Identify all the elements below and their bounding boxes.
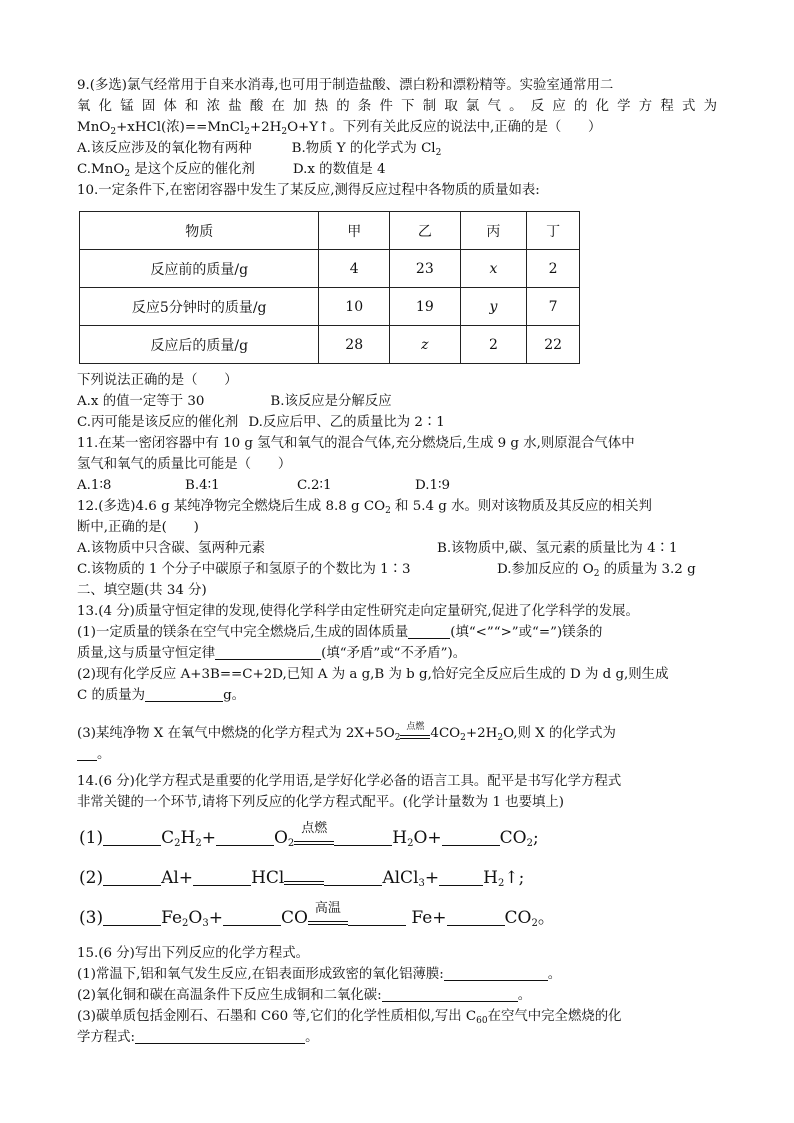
table-header-cell: 乙 [390,212,461,250]
answer-blank[interactable] [135,1029,305,1044]
q9-options-ab [77,139,441,159]
table-cell: 23 [390,250,461,288]
q14-stem-line2: 非常关键的一个环节,请将下列反应的化学方程式配平。(化学计量数为 1 也要填上) [77,795,565,810]
q13-part1-line1: (1)一定质量的镁条在空气中完全燃烧后,生成的固体质量 (填“<”“>”或“=”)镁条的 [77,625,603,640]
q13-stem: 13.(4 分)质量守恒定律的发现,使得化学科学由定性研究走向定量研究,促进了化学科学的发展。 [77,604,639,619]
q9-option-a[interactable]: A.该反应涉及的氧化物有两种 [77,141,252,156]
q9-equation-line: MnO$_2$+xHCl(浓)$==MnCl_2+2H_2O+Y↑$。下列有关此反应的说法中,正确的是（ ） [77,120,602,137]
q12-options-ab [77,539,678,559]
table-cell: 反应5分钟时的质量/g [80,288,319,326]
q11-option-b[interactable]: B.4∶1 [185,478,220,493]
q9-options-cd [77,160,386,180]
q14-equation-1: (1) $C_2H_2+ O_2$ 点燃 $H_2O+ CO_2$; [79,821,539,849]
coefficient-blank[interactable] [439,867,483,886]
coefficient-blank[interactable] [216,827,274,846]
q9-stem-line2: 氧化锰固体和浓盐酸在加热的条件下制取氯气。反应的化学方程式为 [77,99,717,114]
coefficient-blank[interactable] [334,827,392,846]
answer-blank[interactable] [382,987,518,1002]
table-row [80,288,580,326]
q10-option-d[interactable]: D.反应后甲、乙的质量比为 2∶1 [248,415,445,430]
q12-options-cd [77,560,696,580]
coefficient-blank[interactable] [223,907,281,926]
q15-stem: 15.(6 分)写出下列反应的化学方程式。 [77,946,309,961]
table-row [80,326,580,364]
q10-stem: 10.一定条件下,在密闭容器中发生了某反应,测得反应过程中各物质的质量如表: [77,183,540,198]
q14-equation-3: (3) $Fe_2O_3+$ CO 高温 $Fe+ CO_2$。 [79,901,555,929]
coefficient-blank[interactable] [348,907,406,926]
q10-option-a[interactable]: A.x 的值一定等于 30 [77,394,205,409]
table-cell: 反应后的质量/g [80,326,319,364]
q9-option-d[interactable]: D.x 的数值是 4 [292,162,386,177]
table-header-cell: 甲 [319,212,390,250]
table-cell: 22 [527,326,580,364]
q15-part3-line2: 学方程式: 。 [77,1030,319,1045]
table-cell: 2 [527,250,580,288]
reaction-condition: 高温 [308,921,348,925]
answer-blank[interactable] [215,645,321,660]
reaction-condition: 点燃 [400,735,430,739]
q15-part3-line1: (3)碳单质包括金刚石、石墨和 C60 等,它们的化学性质相似,写出 $C_{60}$在空气中完全燃烧的化 [77,1009,622,1026]
q11-stem-line2: 氢气和氧气的质量比可能是（ ） [77,457,292,472]
answer-blank[interactable] [145,687,223,702]
coefficient-blank[interactable] [103,827,161,846]
q11-option-c[interactable]: C.2∶1 [297,478,332,493]
q13-part1-line2: 质量,这与质量守恒定律 (填“矛盾”或“不矛盾”)。 [77,646,467,661]
q12-option-b[interactable]: B.该物质中,碳、氢元素的质量比为 4∶1 [437,541,678,556]
coefficient-blank[interactable] [193,867,251,886]
q9-option-c[interactable]: C.MnO$_2$ 是这个反应的催化剂 [77,162,255,179]
q11-stem-line1: 11.在某一密闭容器中有 10 g 氢气和氧气的混合气体,充分燃烧后,生成 9 g 水,则原混合气体中 [77,436,635,451]
table-cell: 2 [460,326,527,364]
q12-option-d[interactable]: D.参加反应的 $O_2$ 的质量为 3.2 g [497,562,696,579]
table-cell: 10 [319,288,390,326]
q15-part1: (1)常温下,铝和氧气发生反应,在铝表面形成致密的氧化铝薄膜: 。 [77,967,562,982]
q12-option-a[interactable]: A.该物质中只含碳、氢两种元素 [77,541,266,556]
q10-options-ab [77,392,392,412]
coefficient-blank[interactable] [103,907,161,926]
answer-blank[interactable] [408,624,450,639]
coefficient-blank[interactable] [103,867,161,886]
q13-part3-line2: 。 [77,745,110,765]
q13-part3-line1: (3)某纯净物 X 在氧气中燃烧的化学方程式为 $2X+5O_2$ 点燃 $4CO_2+2H_2O$,则 X 的化学式为 [77,722,616,743]
q14-equation-2: (2) Al+ HCl AlCl$_3$+ $H_2↑$; [79,868,525,889]
table-cell: y [460,288,527,326]
table-cell: 4 [319,250,390,288]
table-header-cell: 物质 [80,212,319,250]
coefficient-blank[interactable] [324,867,382,886]
q9-stem-line1: 9.(多选)氯气经常用于自来水消毒,也可用于制造盐酸、漂白粉和漂粉精等。实验室通常用二 [77,78,614,93]
table-cell: x [460,250,527,288]
answer-blank[interactable] [444,966,548,981]
reaction-condition: 点燃 [294,841,334,845]
coefficient-blank[interactable] [447,907,505,926]
q10-prompt: 下列说法正确的是（ ） [77,373,238,388]
table-cell: 19 [390,288,461,326]
q9-option-b[interactable]: B.物质 Y 的化学式为 $Cl_2$ [291,141,442,158]
q10-mass-table [79,211,580,364]
reaction-condition [284,881,324,885]
q10-options-cd [77,413,445,433]
q13-part2-line1: (2)现有化学反应 A+3B==C+2D,已知 A 为 a g,B 为 b g,恰好完全反应后生成的 D 为 d g,则生成 [77,667,669,682]
table-cell: 反应前的质量/g [80,250,319,288]
q11-option-d[interactable]: D.1∶9 [415,478,451,493]
table-header-cell: 丁 [527,212,580,250]
q15-part2: (2)氧化铜和碳在高温条件下反应生成铜和二氧化碳: 。 [77,988,532,1003]
table-header-row [80,212,580,250]
q12-option-c[interactable]: C.该物质的 1 个分子中碳原子和氢原子的个数比为 1∶3 [77,562,411,577]
table-row [80,250,580,288]
answer-blank[interactable] [77,746,97,761]
section-heading: 二、填空题(共 34 分) [77,583,207,598]
table-cell: 7 [527,288,580,326]
q10-option-b[interactable]: B.该反应是分解反应 [270,394,392,409]
table-cell: 28 [319,326,390,364]
q14-stem-line1: 14.(6 分)化学方程式是重要的化学用语,是学好化学必备的语言工具。配平是书写化学方程式 [77,774,622,789]
q12-stem-line1: 12.(多选)4.6 g 某纯净物完全燃烧后生成 8.8 g $CO_2$ 和 5.4 g 水。则对该物质及其反应的相关判 [77,499,652,516]
q13-part2-line2: C 的质量为 g。 [77,688,246,703]
coefficient-blank[interactable] [442,827,500,846]
q11-options [77,476,450,496]
table-header-cell: 丙 [460,212,527,250]
q12-stem-line2: 断中,正确的是( ) [77,520,199,535]
q11-option-a[interactable]: A.1∶8 [77,478,112,493]
q10-option-c[interactable]: C.丙可能是该反应的催化剂 [77,415,239,430]
table-cell: z [390,326,461,364]
